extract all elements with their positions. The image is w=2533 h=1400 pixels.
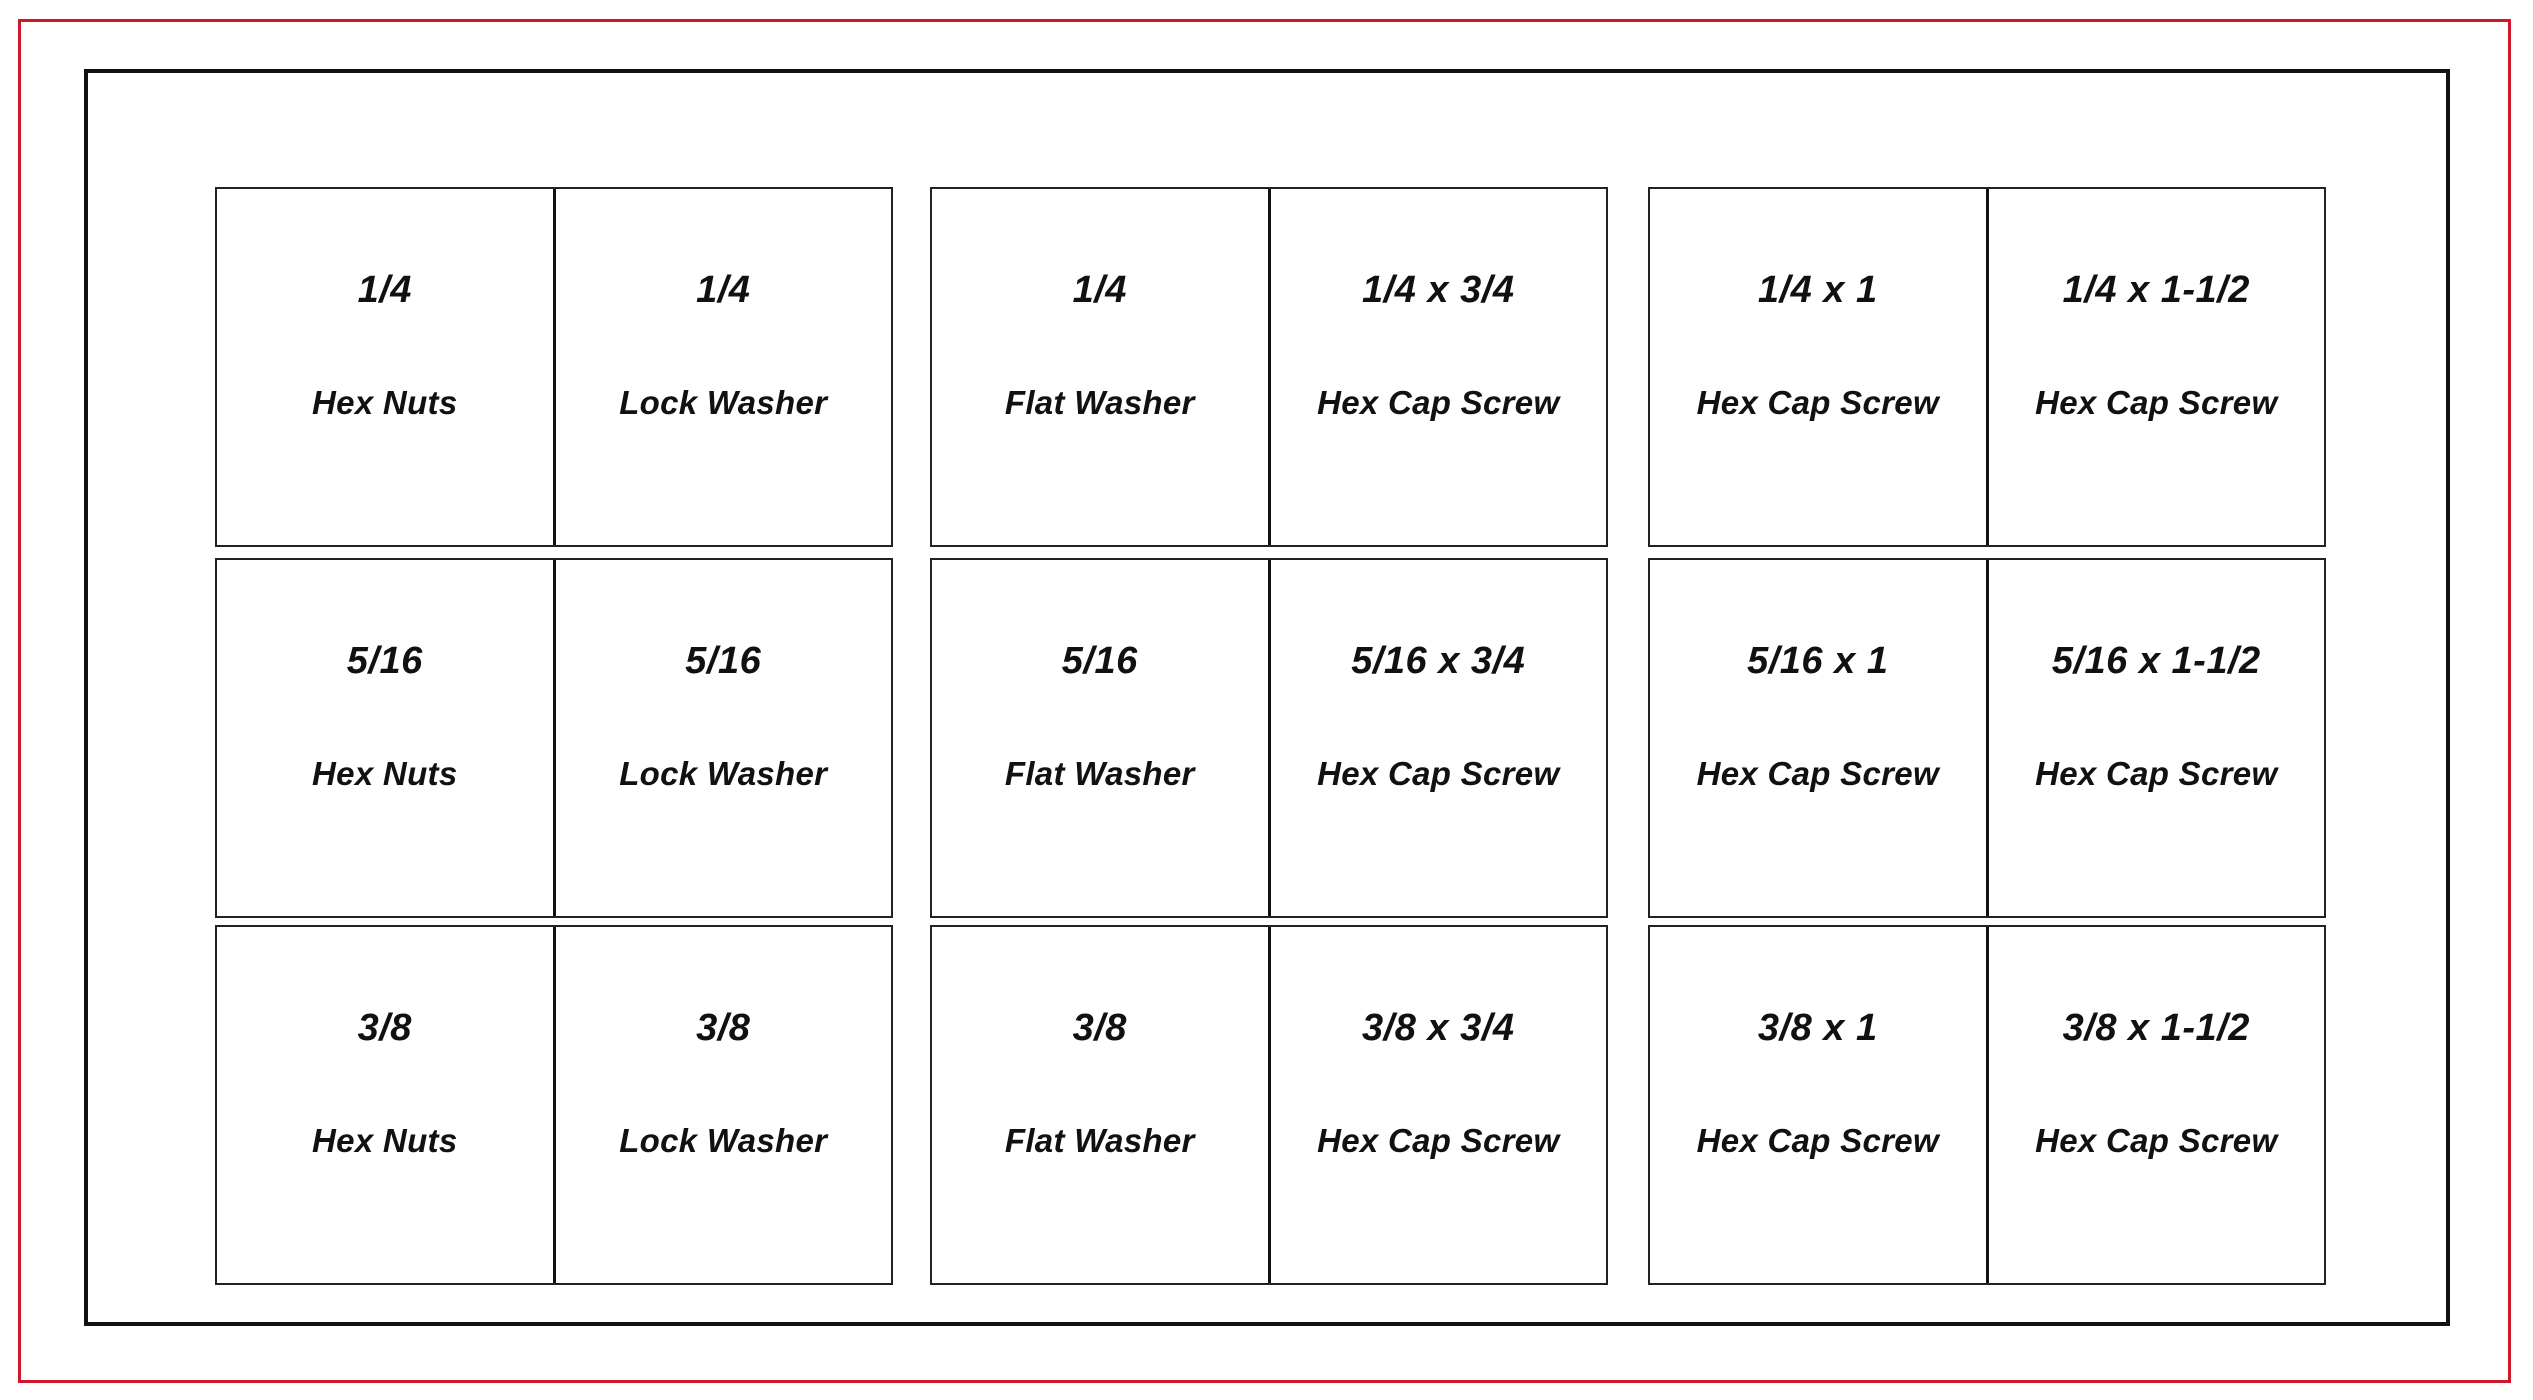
part-description: Hex Nuts [312,384,458,421]
size-label: 5/16 [346,640,423,682]
label-cell [1650,560,1986,916]
part-description: Hex Cap Screw [1696,384,1939,421]
label-cell [1268,560,1607,916]
size-label: 3/8 x 1-1/2 [2062,1007,2250,1049]
part-description: Flat Washer [1004,384,1195,421]
part-description: Lock Washer [619,384,828,421]
part-description: Hex Cap Screw [1317,384,1560,421]
size-label: 3/8 x 1 [1757,1007,1878,1049]
label-cell [1650,927,1986,1283]
size-label: 5/16 x 3/4 [1351,640,1526,682]
label-cell [1268,927,1607,1283]
size-label: 3/8 [357,1007,412,1049]
part-description: Hex Cap Screw [2035,1122,2278,1159]
size-label: 3/8 [696,1007,751,1049]
part-description: Lock Washer [619,755,828,792]
label-cell [1986,927,2325,1283]
part-description: Hex Nuts [312,1122,458,1159]
label-box [930,925,1608,1285]
label-box [1648,558,2326,918]
size-label: 5/16 [1061,640,1138,682]
size-label: 1/4 x 1 [1757,269,1878,311]
part-description: Hex Cap Screw [1317,1122,1560,1159]
label-box [930,187,1608,547]
label-box [215,558,893,918]
label-cell [1986,560,2325,916]
label-cell [932,927,1268,1283]
part-description: Hex Cap Screw [2035,755,2278,792]
size-label: 1/4 [1072,269,1127,311]
label-cell [1986,189,2325,545]
label-cell [553,927,892,1283]
label-box [930,558,1608,918]
part-description: Flat Washer [1004,1122,1195,1159]
label-cell [217,189,553,545]
size-label: 5/16 x 1-1/2 [2051,640,2261,682]
label-cell [217,927,553,1283]
part-description: Hex Cap Screw [2035,384,2278,421]
label-box [1648,925,2326,1285]
size-label: 5/16 [685,640,762,682]
part-description: Flat Washer [1004,755,1195,792]
label-cell [553,189,892,545]
label-cell [1268,189,1607,545]
label-cell [932,189,1268,545]
label-cell [932,560,1268,916]
size-label: 1/4 [357,269,412,311]
size-label: 5/16 x 1 [1747,640,1889,682]
label-cell [553,560,892,916]
size-label: 1/4 x 1-1/2 [2062,269,2250,311]
part-description: Hex Cap Screw [1696,755,1939,792]
label-box [1648,187,2326,547]
label-box [215,925,893,1285]
label-cell [217,560,553,916]
part-description: Hex Nuts [312,755,458,792]
part-description: Lock Washer [619,1122,828,1159]
size-label: 3/8 [1072,1007,1127,1049]
label-box [215,187,893,547]
size-label: 1/4 [696,269,751,311]
size-label: 3/8 x 3/4 [1362,1007,1515,1049]
label-cell [1650,189,1986,545]
part-description: Hex Cap Screw [1317,755,1560,792]
size-label: 1/4 x 3/4 [1362,269,1515,311]
part-description: Hex Cap Screw [1696,1122,1939,1159]
